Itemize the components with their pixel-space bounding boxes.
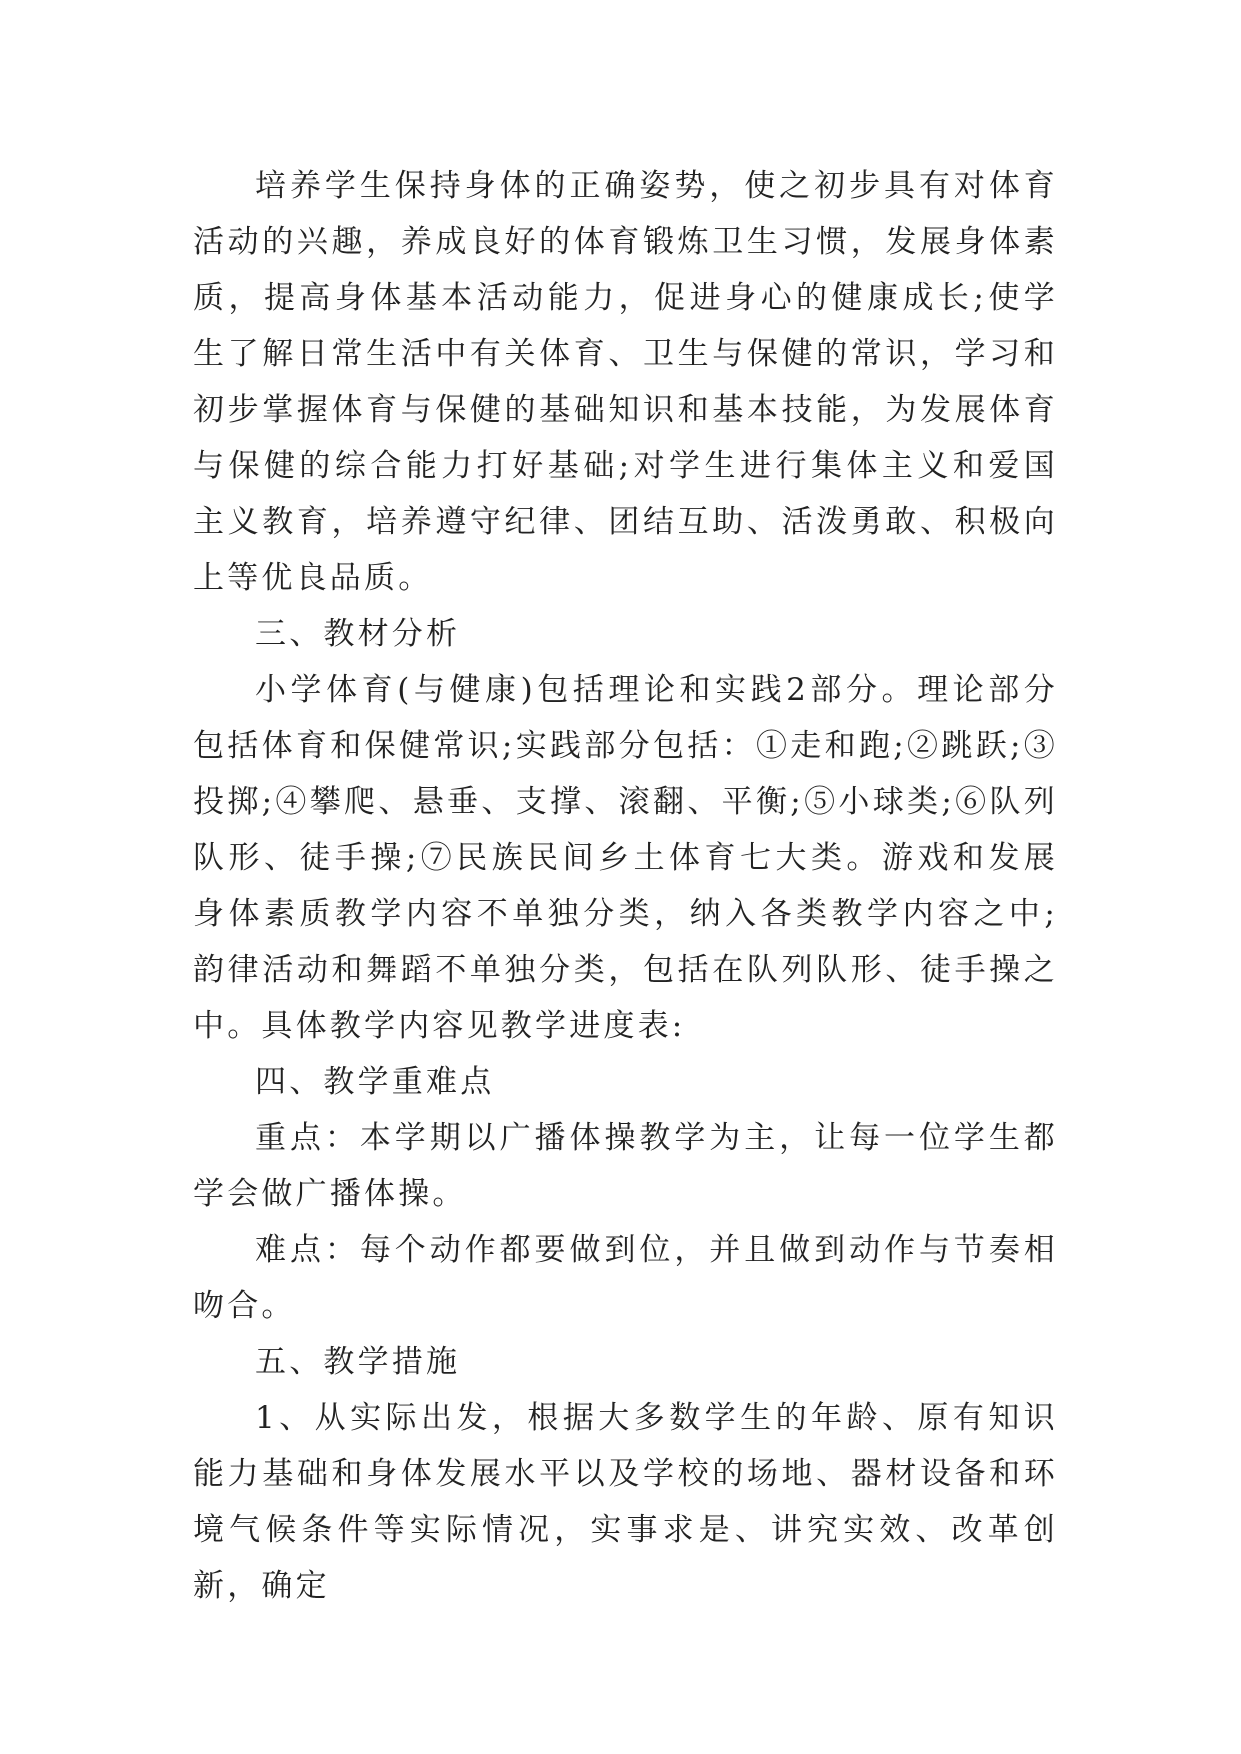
paragraph-measure-1: 1、从实际出发，根据大多数学生的年龄、原有知识能力基础和身体发展水平以及学校的场地、器材设备和环境气候条件等实际情况，实事求是、讲究实效、改革创新，确定: [193, 1400, 1058, 1604]
paragraph-textbook-analysis: 小学体育(与健康)包括理论和实践2部分。理论部分包括体育和保健常识;实践部分包括：①走和跑;②跳跃;③投掷;④攀爬、悬垂、支撑、滚翻、平衡;⑤小球类;⑥队列队形、徒手操;⑦民族民间乡土体育七大类。游戏和发展身体素质教学内容不单独分类，纳入各类教学内容之中;韵律活动和舞蹈不单独分类，包括在队列队形、徒手操之中。具体教学内容见教学进度表:: [193, 672, 1058, 1044]
paragraph-difficulty: 难点：每个动作都要做到位，并且做到动作与节奏相吻合。: [193, 1232, 1058, 1324]
section-heading-teaching-measures: 五、教学措施: [255, 1344, 461, 1380]
section-heading-textbook-analysis: 三、教材分析: [255, 616, 461, 652]
paragraph-key-point: 重点：本学期以广播体操教学为主，让每一位学生都学会做广播体操。: [193, 1120, 1058, 1212]
document-body: [193, 158, 1058, 1614]
section-heading-key-difficulties: 四、教学重难点: [255, 1064, 495, 1100]
paragraph-goals: 培养学生保持身体的正确姿势，使之初步具有对体育活动的兴趣，养成良好的体育锻炼卫生习惯，发展身体素质，提高身体基本活动能力，促进身心的健康成长;使学生了解日常生活中有关体育、卫生与保健的常识，学习和初步掌握体育与保健的基础知识和基本技能，为发展体育与保健的综合能力打好基础;对学生进行集体主义和爱国主义教育，培养遵守纪律、团结互助、活泼勇敢、积极向上等优良品质。: [193, 168, 1058, 596]
